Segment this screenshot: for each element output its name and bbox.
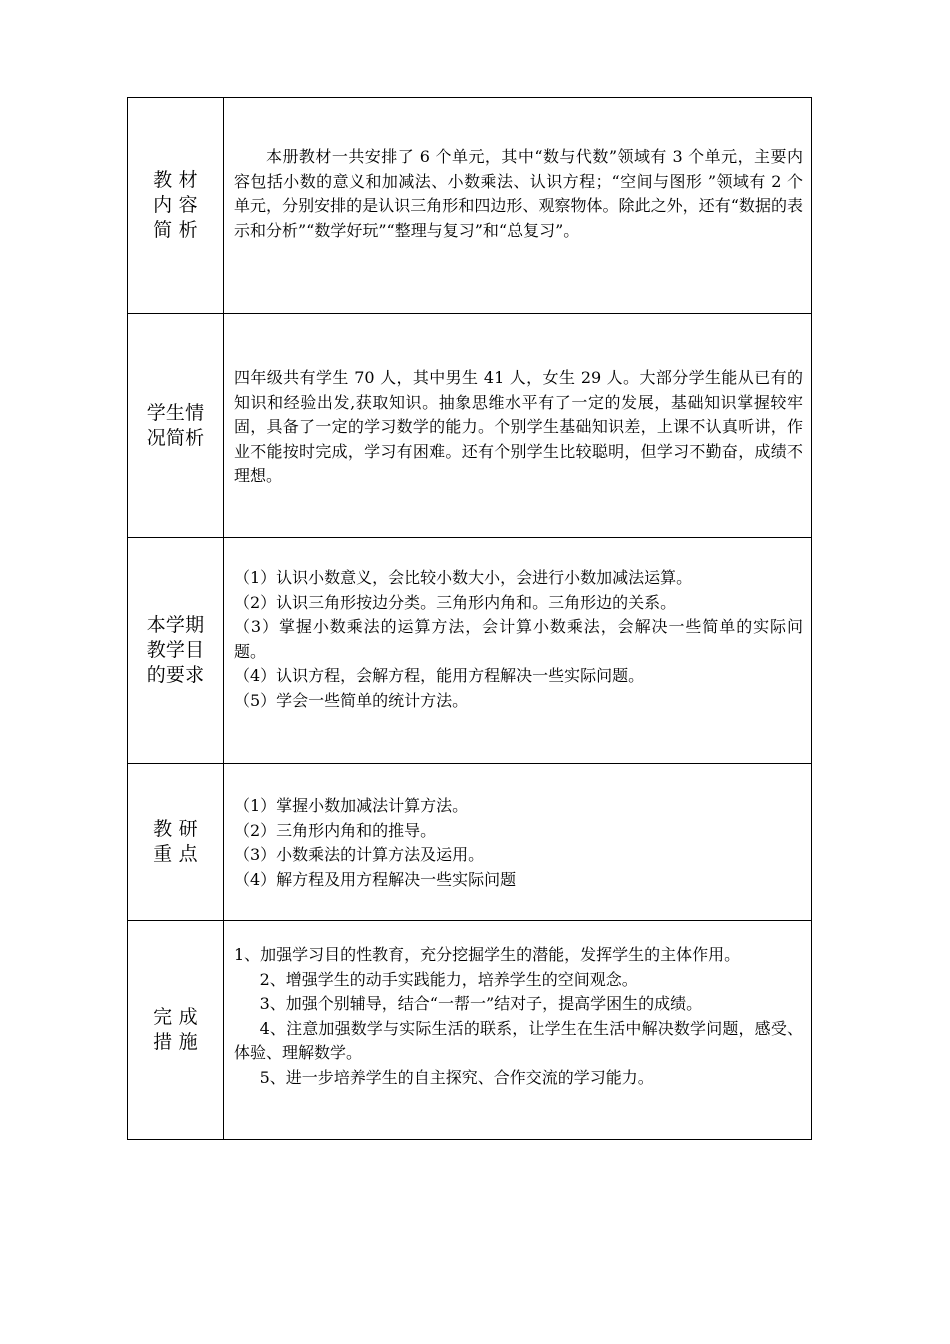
list-item: 2、增强学生的动手实践能力，培养学生的空间观念。 — [259, 969, 638, 989]
list-item: （4）解方程及用方程解决一些实际问题 — [234, 869, 517, 889]
list-item: （1）认识小数意义，会比较小数大小，会进行小数加减法运算。 — [234, 568, 693, 587]
table-row-research-focus — [128, 764, 812, 921]
row-label-textbook-analysis — [128, 98, 224, 314]
label-line: 措 施 — [153, 1031, 198, 1053]
label-line: 教 研 — [153, 818, 198, 840]
list-item: 5、进一步培养学生的自主探究、合作交流的学习能力。 — [259, 1067, 654, 1087]
list-item: （4）认识方程，会解方程，能用方程解决一些实际问题。 — [234, 666, 645, 685]
row-label-teaching-goals — [128, 538, 224, 764]
table-row-textbook-analysis — [128, 98, 812, 314]
row-content-textbook-analysis — [224, 98, 812, 314]
paragraph: 四年级共有学生 70 人，其中男生 41 人，女生 29 人。大部分学生能从已有的知识和经验出发,获取知识。抽象思维水平有了一定的发展，基础知识掌握较牢固，具备了一定的学习数学的能力。个别学生基础知识差，上课不认真听讲，作业不能按时完成，学习有困难。还有个别学生比较聪明，但学习不勤奋，成绩不理想。 — [234, 368, 803, 485]
list-item: （3）掌握小数乘法的运算方法，会计算小数乘法，会解决一些简单的实际问题。 — [234, 617, 803, 661]
label-line: 教学目 — [146, 639, 205, 661]
label-line: 简 析 — [153, 219, 198, 241]
table-row-student-analysis — [128, 314, 812, 538]
label-line: 教 材 — [153, 169, 198, 191]
table-row-teaching-goals — [128, 538, 812, 764]
row-label-research-focus — [128, 764, 224, 921]
list-item: （1）掌握小数加减法计算方法。 — [234, 796, 469, 815]
list-item: （3）小数乘法的计算方法及运用。 — [234, 845, 485, 864]
row-content-research-focus — [224, 764, 812, 921]
label-line: 况简析 — [146, 426, 205, 449]
label-line: 内 容 — [153, 194, 198, 216]
paragraph: 本册教材一共安排了 6 个单元，其中“数与代数”领域有 3 个单元，主要内容包括小数的意义和加减法、小数乘法、认识方程；“空间与图形 ”领域有 2 个单元，分别安排的是认识三角形和四边形、观察物体。除此之外，还有“数据的表示和分析”“数学好玩”“整理与复习”和“总复习”。 — [234, 147, 803, 240]
list-item: 4、注意加强数学与实际生活的联系，让学生在生活中解决数学问题，感受、体验、理解数学。 — [234, 1018, 803, 1062]
label-line: 本学期 — [146, 614, 205, 636]
table-row-measures — [128, 921, 812, 1140]
label-line: 完 成 — [153, 1006, 198, 1028]
row-content-measures — [224, 921, 812, 1140]
list-item: 1、加强学习目的性教育，充分挖掘学生的潜能，发挥学生的主体作用。 — [234, 945, 741, 964]
list-item: 3、加强个别辅导，结合“一帮一”结对子，提高学困生的成绩。 — [259, 994, 703, 1013]
row-label-student-analysis — [128, 314, 224, 538]
plan-table — [127, 97, 812, 1140]
row-content-teaching-goals — [224, 538, 812, 764]
list-item: （5）学会一些简单的统计方法。 — [234, 690, 469, 710]
row-label-measures — [128, 921, 224, 1140]
row-content-student-analysis — [224, 314, 812, 538]
label-line: 学生情 — [146, 401, 205, 424]
list-item: （2）认识三角形按边分类。三角形内角和。三角形边的关系。 — [234, 592, 677, 612]
label-line: 的要求 — [146, 664, 205, 686]
label-line: 重 点 — [153, 843, 198, 865]
list-item: （2）三角形内角和的推导。 — [234, 820, 437, 840]
